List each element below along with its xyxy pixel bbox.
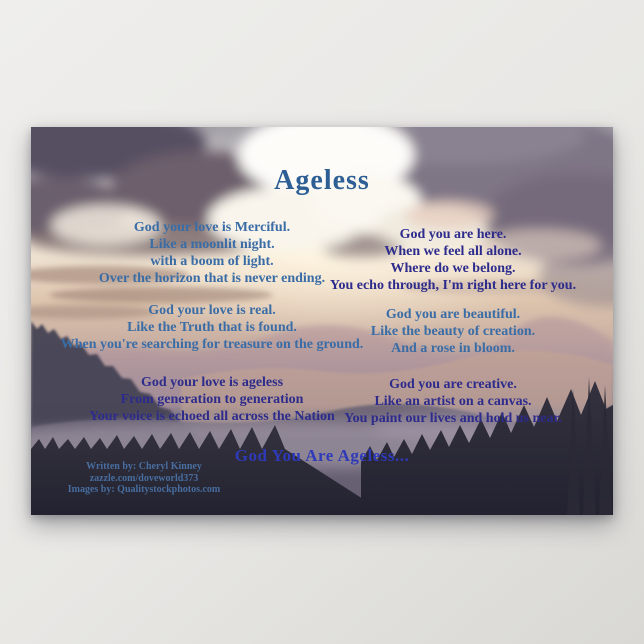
poster-product-image [31, 127, 613, 515]
poem-line: Your voice is echoed all across the Nation [89, 409, 335, 424]
poem-line: Over the horizon that is never ending. [98, 271, 326, 286]
poem-line: God you are here. [399, 227, 507, 242]
poem-line: Like a moonlit night. [149, 237, 275, 252]
poem-stanza [319, 226, 587, 294]
poem-line: Like the beauty of creation. [370, 324, 536, 339]
poem-stanza [319, 376, 587, 427]
poem-line: You paint our lives and hold us near. [344, 411, 562, 426]
poem-stanza [319, 306, 587, 357]
poem-line: God your love is ageless [140, 375, 284, 390]
poem-column-right [319, 226, 587, 439]
credit-line: Written by: Cheryl Kinney [86, 461, 202, 472]
poem-line: Like the Truth that is found. [127, 320, 297, 335]
credits-block [59, 461, 229, 496]
poem-line: Where do we belong. [390, 261, 516, 276]
credit-line: zazzle.com/doveworld373 [89, 472, 199, 484]
poem-line: God you are beautiful. [385, 307, 521, 322]
closing-line: God You Are Ageless... [234, 446, 410, 465]
poem-line: with a boom of light. [150, 254, 274, 269]
poem-line: From generation to generation [120, 392, 304, 407]
poem-line: You echo through, I'm right here for you. [329, 278, 577, 293]
poem-line: Like an artist on a canvas. [374, 394, 532, 409]
poem-line: When you're searching for treasure on the ground. [60, 337, 364, 352]
poem-line: God your love is real. [148, 303, 276, 318]
poem-overlay [31, 127, 613, 515]
poem-line: And a rose in bloom. [391, 341, 515, 356]
poem-line: When we feel all alone. [384, 244, 522, 259]
poem-line: God your love is Merciful. [133, 220, 291, 235]
credit-line: Images by: Qualitystockphotos.com [67, 484, 221, 495]
poem-line: God you are creative. [389, 377, 517, 392]
poster-title: Ageless [274, 165, 370, 196]
